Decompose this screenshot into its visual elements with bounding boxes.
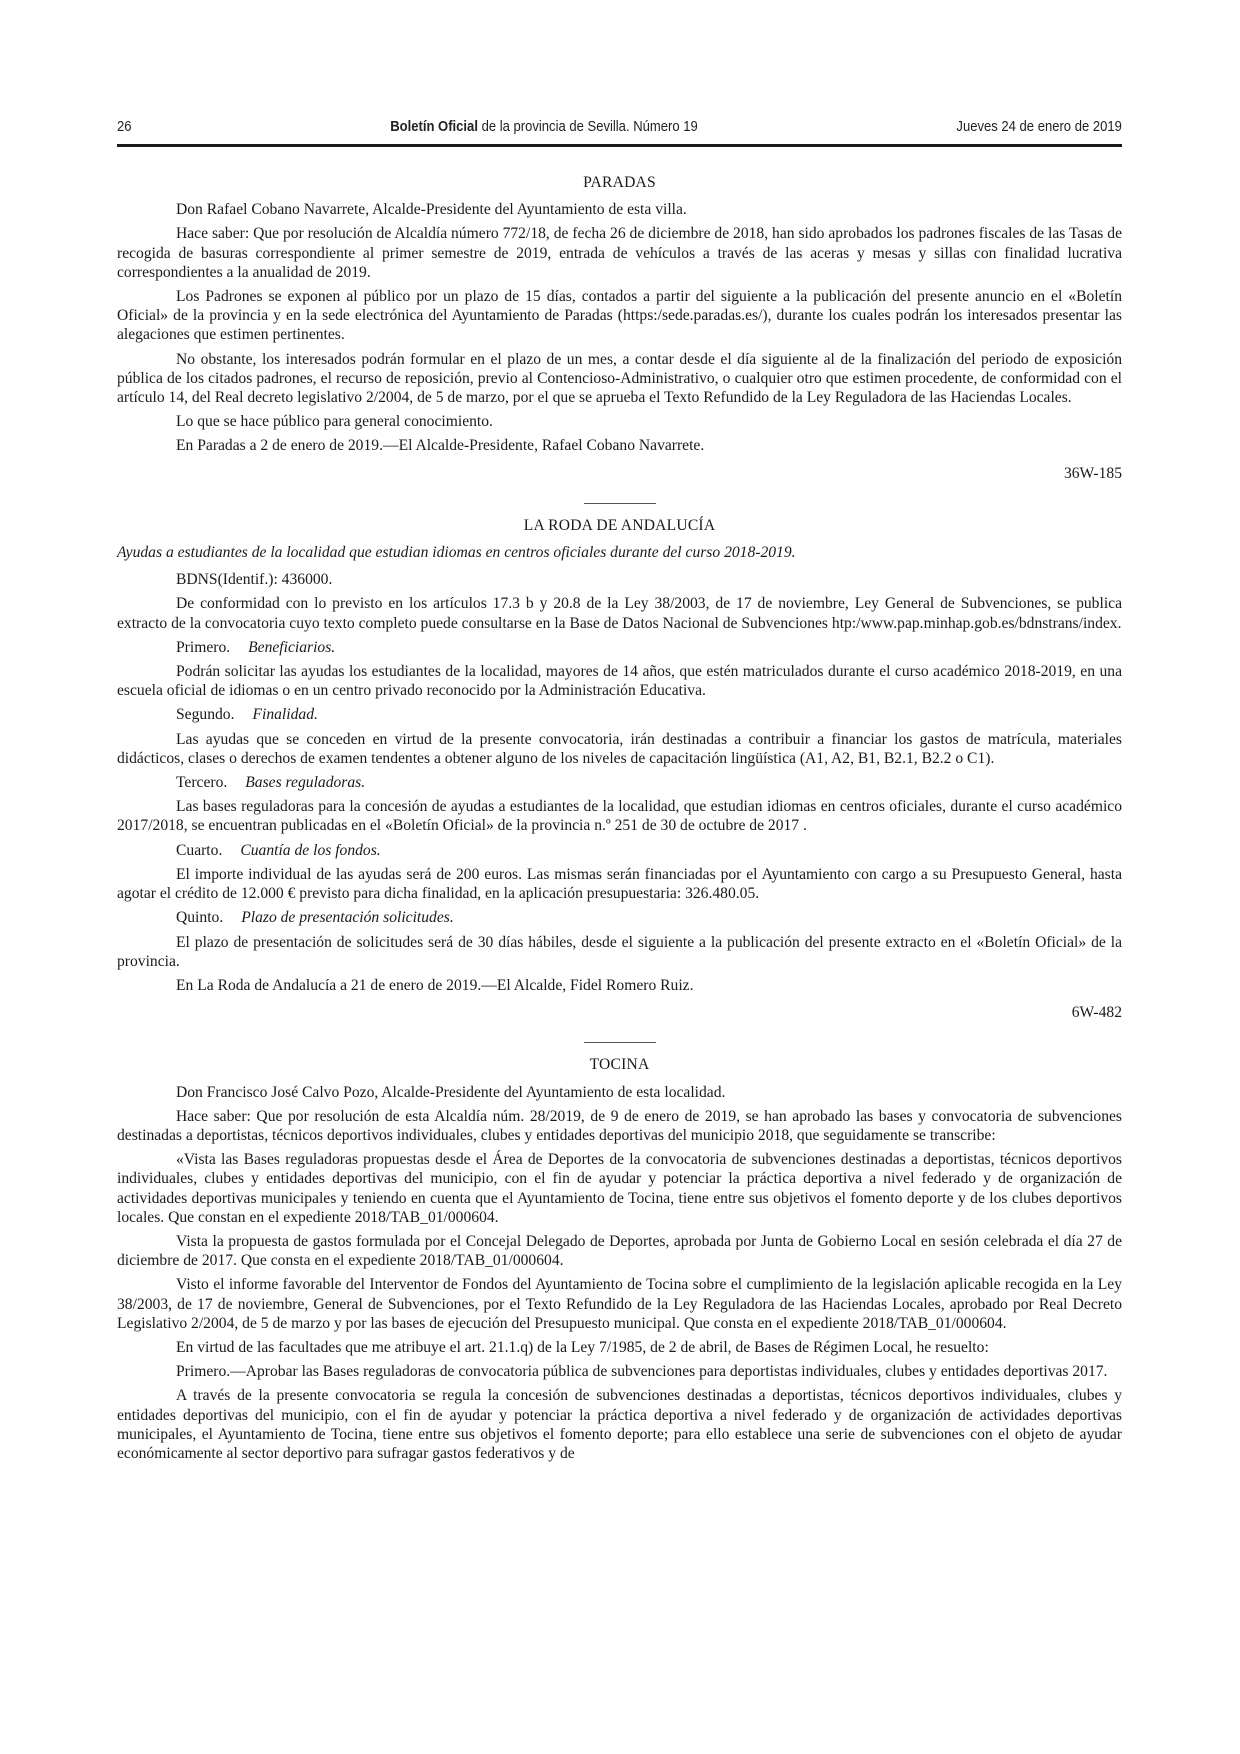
paragraph: «Vista las Bases reguladoras propuestas desde el Área de Deportes de la convocatoria de subvenciones destinadas a deportistas, técnicos deportivos individuales, clubes y entidades deportivas del municipio, con el fin de ayudar y potenciar la práctica deportiva a nivel federado y de organización de actividades deportivas municipales y teniendo en cuenta que el Ayuntamiento de Tocina, tiene entre sus objetivos el fomento deporte y de los clubes deportivos locales. Que constan en el expediente 2018/TAB_01/000604. — [117, 1151, 1122, 1226]
section-tocina — [117, 1055, 1122, 1463]
paragraph: Don Rafael Cobano Navarrete, Alcalde-Presidente del Ayuntamiento de esta villa. — [176, 201, 687, 219]
section-title: LA RODA DE ANDALUCÍA — [523, 516, 716, 534]
paragraph: El plazo de presentación de solicitudes será de 30 días hábiles, desde el siguiente a la publicación del presente extracto en el «Boletín Oficial» de la provincia. — [117, 933, 1122, 970]
section-la-roda — [117, 516, 1122, 1022]
publication-title — [390, 118, 698, 137]
paragraph: Las bases reguladoras para la concesión de ayudas a estudiantes de la localidad, que estudian idiomas en centros oficiales, durante el curso académico 2017/2018, se encuentran publicadas en el «Boletín Oficial» de la provincia n.º 251 de 30 de octubre de 2017 . — [117, 798, 1122, 835]
paragraph: Primero.—Aprobar las Bases reguladoras de convocatoria pública de subvenciones para deportistas individuales, clubes y entidades deportivas 2017. — [176, 1363, 1108, 1381]
item-number: Segundo. — [176, 706, 235, 724]
item-number: Tercero. — [176, 774, 228, 792]
paragraph: De conformidad con lo previsto en los artículos 17.3 b y 20.8 de la Ley 38/2003, de 17 de noviembre, Ley General de Subvenciones, se publica extracto de la convocatoria cuyo texto completo puede consultarse en la Base de Datos Nacional de Subvenciones htp:/www.pap.minhap.gob.es/bdnstrans/index. — [117, 595, 1122, 632]
section-divider — [584, 503, 656, 504]
item-number: Quinto. — [176, 909, 224, 927]
document-page — [117, 118, 1122, 1468]
item-heading — [117, 841, 1122, 860]
closing-signature: En La Roda de Andalucía a 21 de enero de 2019.—El Alcalde, Fidel Romero Ruiz. — [176, 976, 694, 994]
issue-date: Jueves 24 de enero de 2019 — [956, 119, 1122, 135]
item-heading — [117, 705, 1122, 724]
header-rule — [117, 144, 1122, 147]
paragraph: El importe individual de las ayudas será de 200 euros. Las mismas serán financiadas por el Ayuntamiento con cargo a su Presupuesto General, hasta agotar el crédito de 12.000 € previsto para dicha finalidad, en la aplicación presupuestaria: 326.480.05. — [117, 865, 1122, 903]
section-divider — [584, 1042, 656, 1043]
item-label: Cuantía de los fondos. — [240, 841, 381, 859]
paragraph: Podrán solicitar las ayudas los estudiantes de la localidad, mayores de 14 años, que estén matriculados durante el curso académico 2018-2019, en una escuela oficial de idiomas o en un centro privado reconocido por la Administración Educativa. — [117, 663, 1122, 700]
paragraph: Hace saber: Que por resolución de esta Alcaldía núm. 28/2019, de 9 de enero de 2019, se han aprobado las bases y convocatoria de subvenciones destinadas a deportistas, técnicos deportivos individuales, clubes y entidades deportivas del municipio 2018, que seguidamente se transcribe: — [117, 1107, 1122, 1144]
paragraph: Hace saber: Que por resolución de Alcaldía número 772/18, de fecha 26 de diciembre de 2018, han sido aprobados los padrones fiscales de las Tasas de recogida de basuras correspondiente al primer semestre de 2019, entrada de vehículos a través de las aceras y mesas y sillas con finalidad lucrativa correspondientes a la anualidad de 2019. — [117, 225, 1122, 281]
section-title: TOCINA — [589, 1056, 650, 1074]
item-heading — [117, 908, 1122, 927]
paragraph: Vista la propuesta de gastos formulada por el Concejal Delegado de Deportes, aprobada por Junta de Gobierno Local en sesión celebrada el día 27 de diciembre de 2017. Que consta en el expediente 2018/TAB_01/000604. — [117, 1232, 1122, 1270]
paragraph: No obstante, los interesados podrán formular en el plazo de un mes, a contar desde el día siguiente al de la finalización del periodo de exposición pública de los citados padrones, el recurso de reposición, previo al Contencioso-Administrativo, o cualquier otro que estimen procedente, de conformidad con el artículo 14, del Real decreto legislativo 2/2004, de 5 de marzo, por el que se aprueba el Texto Refundido de la Ley Reguladora de las Haciendas Locales. — [117, 350, 1122, 407]
paragraph: En virtud de las facultades que me atribuye el art. 21.1.q) de la Ley 7/1985, de 2 de abril, de Bases de Régimen Local, he resuelto: — [176, 1338, 989, 1356]
publication-details: de la provincia de Sevilla. Número 19 — [477, 119, 698, 135]
item-label: Beneficiarios. — [248, 638, 336, 656]
paragraph: A través de la presente convocatoria se regula la concesión de subvenciones destinadas a deportistas, técnicos deportivos individuales, clubes y entidades deportivas del municipio, con el fin de ayudar y potenciar la práctica deportiva a nivel federado y de organización de actividades deportivas municipales, el Ayuntamiento de Tocina, tiene entre sus objetivos el fomento deporte; para ello establece una serie de subvenciones con el objeto de ayudar económicamente al sector deportivo para sufragar gastos federativos y de — [117, 1387, 1122, 1462]
reference-code: 6W-482 — [1071, 1004, 1122, 1022]
paragraph: Don Francisco José Calvo Pozo, Alcalde-Presidente del Ayuntamiento de esta localidad. — [176, 1083, 726, 1101]
page-header — [117, 118, 1122, 138]
item-label: Finalidad. — [252, 706, 318, 724]
item-number: Primero. — [176, 638, 231, 656]
section-subtitle: Ayudas a estudiantes de la localidad que estudian idiomas en centros oficiales durante del curso 2018-2019. — [117, 544, 796, 562]
item-number: Cuarto. — [176, 841, 223, 859]
paragraph: Visto el informe favorable del Interventor de Fondos del Ayuntamiento de Tocina sobre el cumplimiento de la legislación aplicable recogida en la Ley 38/2003, de 17 de noviembre, General de Subvenciones, por el Texto Refundido de la Ley Reguladora de las Haciendas Locales, aprobado por Real Decreto Legislativo 2/2004, de 5 de marzo y por las bases de ejecución del Presupuesto municipal. Que consta en el expediente 2018/TAB_01/000604. — [117, 1276, 1122, 1332]
paragraph: Los Padrones se exponen al público por un plazo de 15 días, contados a partir del siguiente a la publicación del presente anuncio en el «Boletín Oficial» de la provincia y en la sede electrónica del Ayuntamiento de Paradas (https:/sede.paradas.es/), durante los cuales podrán los interesados presentar las alegaciones que estimen pertinentes. — [117, 288, 1122, 344]
section-title: PARADAS — [583, 174, 656, 191]
paragraph: Lo que se hace público para general conocimiento. — [176, 413, 493, 431]
page-number: 26 — [117, 119, 132, 135]
paragraph: Las ayudas que se conceden en virtud de la presente convocatoria, irán destinadas a contribuir a financiar los gastos de matrícula, materiales didácticos, clases o derechos de examen tendentes a obtener alguno de los niveles de capacitación lingüística (A1, A2, B1, B2.1, B2.2 o C1). — [117, 730, 1122, 767]
paragraph: BDNS(Identif.): 436000. — [176, 571, 333, 589]
section-paradas — [117, 173, 1122, 483]
paragraph: En Paradas a 2 de enero de 2019.—El Alcalde-Presidente, Rafael Cobano Navarrete. — [176, 437, 705, 455]
item-label: Plazo de presentación solicitudes. — [241, 909, 454, 927]
item-label: Bases reguladoras. — [245, 774, 366, 792]
item-heading — [117, 638, 1122, 657]
reference-code: 36W-185 — [1063, 464, 1122, 482]
item-heading — [117, 773, 1122, 792]
publication-name-bold: Boletín Oficial — [390, 119, 478, 135]
